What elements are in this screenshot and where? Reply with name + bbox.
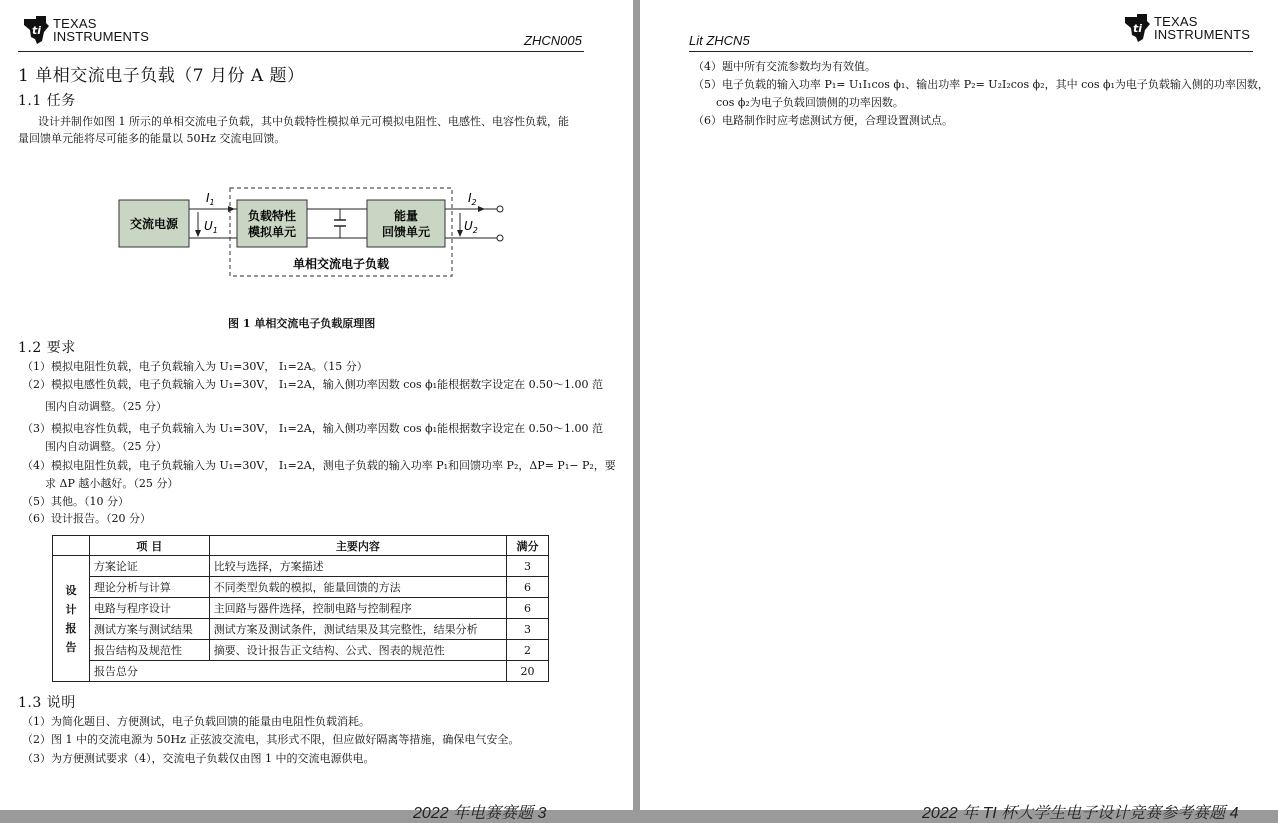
load-box-line1: 负载特性 (247, 209, 297, 223)
note-item: （3）为方便测试要求（4），交流电子负载仅由图 1 中的交流电源供电。 (22, 752, 375, 765)
table-row (53, 598, 549, 619)
table-header-blank (53, 536, 90, 556)
table-cell-score: 6 (507, 598, 549, 619)
req-item: （6）设计报告。（20 分） (22, 512, 151, 525)
left-page (0, 0, 633, 822)
output-terminal-top (497, 206, 503, 212)
ti-logo (1123, 13, 1250, 43)
logo-line1: TEXAS (1154, 14, 1198, 29)
u2-label: $U_2$ (464, 219, 478, 235)
table-cell: 理论分析与计算 (89, 577, 209, 598)
req-item: （4）模拟电阻性负载，电子负载输入为 U₁=30V， I₁=2A，测电子负载的输入功率 P₁和回馈功率 P₂，ΔP= P₁− P₂，要 (22, 459, 616, 472)
note-item: cos ϕ₂为电子负载回馈侧的功率因数。 (716, 96, 904, 109)
table-cell: 测试方案与测试结果 (89, 619, 209, 640)
table-cell-score: 2 (507, 640, 549, 661)
u2-arrow-head (457, 230, 463, 237)
logo-line2: INSTRUMENTS (1154, 27, 1251, 42)
table-row (53, 556, 549, 577)
note-item: （5）电子负载的输入功率 P₁= U₁I₁cos ϕ₁、输出功率 P₂= U₂I₂cos ϕ₂，其中 cos ϕ₁为电子负载输入侧的功率因数， (693, 78, 1269, 91)
table-header-row (53, 536, 549, 556)
table-cell: 电路与程序设计 (89, 598, 209, 619)
req-item: （3）模拟电容性负载，电子负载输入为 U₁=30V， I₁=2A，输入侧功率因数 cos ϕ₁能根据数字设定在 0.50～1.00 范 (22, 422, 604, 435)
i2-label: $I_2$ (468, 191, 477, 207)
table-cell: 比较与选择，方案描述 (209, 556, 506, 577)
i1-arrow (228, 206, 235, 212)
figure-caption: 图 1 单相交流电子负载原理图 (228, 317, 376, 330)
right-page (640, 0, 1278, 822)
table-header: 项 目 (89, 536, 209, 556)
energy-feedback-box (367, 200, 445, 247)
task-line-1: 设计并制作如图 1 所示的单相交流电子负载，其中负载特性模拟单元可模拟电阻性、电感性、电容性负载，能 (38, 115, 569, 128)
doc-id: Lit ZHCN5 (689, 33, 750, 48)
scoring-table (52, 535, 549, 682)
table-cell: 不同类型负载的模拟，能量回馈的方法 (209, 577, 506, 598)
feedback-box-line1: 能量 (393, 209, 419, 223)
heading-1-1: 1.1 任务 (18, 93, 76, 109)
req-item: （1）模拟电阻性负载，电子负载输入为 U₁=30V， I₁=2A。（15 分） (22, 360, 368, 373)
heading-1-2: 1.2 要求 (18, 340, 76, 356)
ti-logo-icon (1123, 13, 1151, 43)
svg-text:ti: ti (32, 24, 42, 37)
table-row (53, 619, 549, 640)
ac-source-label: 交流电源 (129, 217, 179, 231)
req-item: 求 ΔP 越小越好。（25 分） (45, 477, 179, 490)
header-rule (689, 51, 1253, 52)
note-item: （6）电路制作时应考虑测试方便，合理设置测试点。 (693, 114, 953, 127)
page-footer: 2022 年 TI 杯大学生电子设计竞赛参考赛题 4 (922, 805, 1239, 822)
table-row (53, 640, 549, 661)
u1-label: $U_1$ (204, 219, 218, 235)
i2-arrow (478, 206, 485, 212)
table-cell-score: 3 (507, 556, 549, 577)
figure-1-diagram (110, 180, 520, 282)
doc-id: ZHCN005 (524, 33, 582, 48)
note-item: （1）为简化题目、方便测试，电子负载回馈的能量由电阻性负载消耗。 (22, 715, 370, 728)
table-cell-score: 3 (507, 619, 549, 640)
table-total-label: 报告总分 (89, 661, 506, 682)
task-line-2: 量回馈单元能将尽可能多的能量以 50Hz 交流电回馈。 (18, 132, 286, 145)
ti-logo-icon (22, 15, 50, 45)
table-total-score: 20 (507, 661, 549, 682)
note-item: （2）图 1 中的交流电源为 50Hz 正弦波交流电，其形式不限，但应做好隔离等措施，确保电气安全。 (22, 733, 520, 746)
table-cell: 方案论证 (89, 556, 209, 577)
req-item: 围内自动调整。（25 分） (45, 440, 167, 453)
table-header: 主要内容 (209, 536, 506, 556)
req-item: （2）模拟电感性负载，电子负载输入为 U₁=30V， I₁=2A，输入侧功率因数 cos ϕ₁能根据数字设定在 0.50～1.00 范 (22, 378, 604, 391)
table-cell: 主回路与器件选择，控制电路与控制程序 (209, 598, 506, 619)
table-total-row (53, 661, 549, 682)
section-title: 1 单相交流电子负载（7 月份 A 题） (18, 66, 305, 86)
logo-line2: INSTRUMENTS (53, 29, 150, 44)
table-cell: 测试方案及测试条件，测试结果及其完整性，结果分析 (209, 619, 506, 640)
electronic-load-label: 单相交流电子负载 (292, 257, 390, 271)
heading-1-3: 1.3 说明 (18, 695, 76, 711)
u1-arrow-head (195, 230, 201, 237)
table-cell: 摘要、设计报告正文结构、公式、图表的规范性 (209, 640, 506, 661)
design-report-label: 设 计 报 告 (53, 556, 90, 682)
svg-text:ti: ti (1133, 22, 1143, 35)
note-item: （4）题中所有交流参数均为有效值。 (693, 60, 876, 73)
load-box-line2: 模拟单元 (247, 225, 297, 239)
load-simulation-box (237, 200, 307, 247)
req-item: （5）其他。（10 分） (22, 495, 129, 508)
table-header: 满分 (507, 536, 549, 556)
page-footer: 2022 年电赛赛题 3 (413, 805, 547, 822)
table-row (53, 577, 549, 598)
table-cell-score: 6 (507, 577, 549, 598)
logo-line1: TEXAS (53, 16, 97, 31)
output-terminal-bottom (497, 235, 503, 241)
ti-logo (22, 15, 149, 45)
header-rule (18, 51, 584, 52)
req-item: 围内自动调整。（25 分） (45, 400, 167, 413)
feedback-box-line2: 回馈单元 (381, 225, 431, 239)
table-cell: 报告结构及规范性 (89, 640, 209, 661)
i1-label: $I_1$ (206, 191, 215, 207)
